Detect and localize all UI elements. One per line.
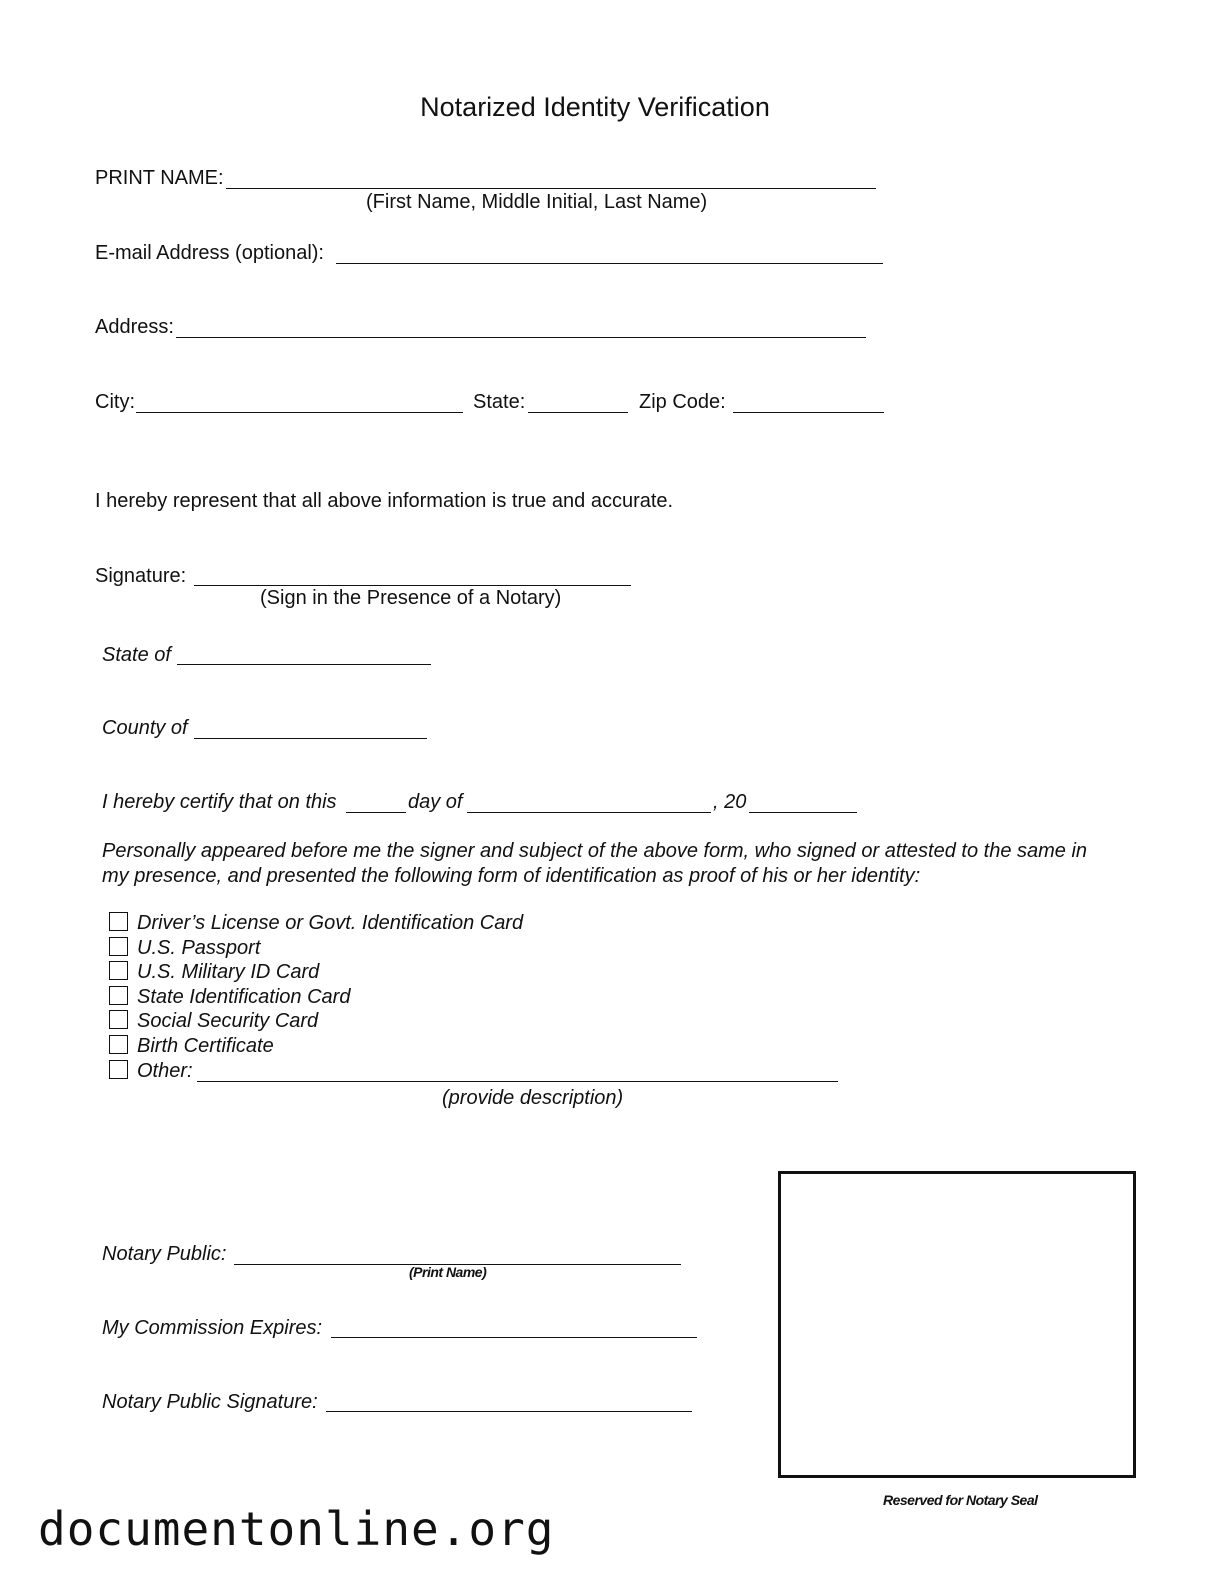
certify-day-of: day of	[408, 791, 463, 813]
print-name-label: PRINT NAME:	[95, 167, 224, 189]
notary-print-name-hint: (Print Name)	[409, 1264, 487, 1280]
zip-label: Zip Code:	[639, 391, 726, 413]
appeared-text-line2: my presence, and presented the following form of identification as proof of his or her identity:	[102, 865, 921, 887]
print-name-hint: (First Name, Middle Initial, Last Name)	[366, 191, 708, 213]
certify-year-field[interactable]	[749, 812, 857, 813]
notary-public-label: Notary Public:	[102, 1243, 227, 1265]
address-label: Address:	[95, 316, 174, 338]
watermark-text: documentonline.org	[38, 1502, 555, 1556]
id-option-other: Other:	[137, 1060, 193, 1082]
state-of-field[interactable]	[177, 664, 431, 665]
id-option-social-security: Social Security Card	[137, 1010, 319, 1032]
zip-field[interactable]	[733, 412, 884, 413]
commission-expires-field[interactable]	[331, 1337, 697, 1338]
certify-prefix: I hereby certify that on this	[102, 791, 337, 813]
other-description-field[interactable]	[197, 1081, 838, 1082]
certify-year-label: , 20	[713, 791, 747, 813]
checkbox-military-id[interactable]	[109, 961, 128, 980]
address-field[interactable]	[176, 337, 866, 338]
signature-label: Signature:	[95, 565, 187, 587]
attestation-text: I hereby represent that all above information is true and accurate.	[95, 490, 674, 512]
county-of-label: County of	[102, 717, 188, 739]
city-field[interactable]	[136, 412, 463, 413]
id-option-drivers-license: Driver’s License or Govt. Identification Card	[137, 912, 524, 934]
id-option-passport: U.S. Passport	[137, 937, 261, 959]
signature-hint: (Sign in the Presence of a Notary)	[260, 587, 562, 609]
signature-field[interactable]	[194, 585, 631, 586]
other-description-hint: (provide description)	[442, 1087, 624, 1109]
checkbox-other[interactable]	[109, 1060, 128, 1079]
email-label: E-mail Address (optional):	[95, 242, 324, 264]
notary-seal-box	[778, 1171, 1136, 1478]
page-title: Notarized Identity Verification	[420, 92, 770, 122]
appeared-text-line1: Personally appeared before me the signer and subject of the above form, who signed or attested to the same in	[102, 840, 1088, 862]
county-of-field[interactable]	[194, 738, 427, 739]
checkbox-state-id[interactable]	[109, 986, 128, 1005]
email-field[interactable]	[336, 263, 883, 264]
id-option-birth-certificate: Birth Certificate	[137, 1035, 274, 1057]
state-field[interactable]	[528, 412, 628, 413]
print-name-field[interactable]	[226, 188, 876, 189]
notary-seal-caption: Reserved for Notary Seal	[883, 1492, 1038, 1508]
commission-expires-label: My Commission Expires:	[102, 1317, 323, 1339]
checkbox-passport[interactable]	[109, 937, 128, 956]
city-label: City:	[95, 391, 135, 413]
certify-month-field[interactable]	[467, 812, 711, 813]
checkbox-drivers-license[interactable]	[109, 912, 128, 931]
certify-day-field[interactable]	[346, 812, 406, 813]
notary-signature-label: Notary Public Signature:	[102, 1391, 318, 1413]
id-option-military-id: U.S. Military ID Card	[137, 961, 320, 983]
checkbox-birth-certificate[interactable]	[109, 1035, 128, 1054]
notary-signature-field[interactable]	[326, 1411, 692, 1412]
checkbox-social-security[interactable]	[109, 1010, 128, 1029]
id-option-state-id: State Identification Card	[137, 986, 351, 1008]
state-of-label: State of	[102, 644, 171, 666]
state-label: State:	[473, 391, 526, 413]
